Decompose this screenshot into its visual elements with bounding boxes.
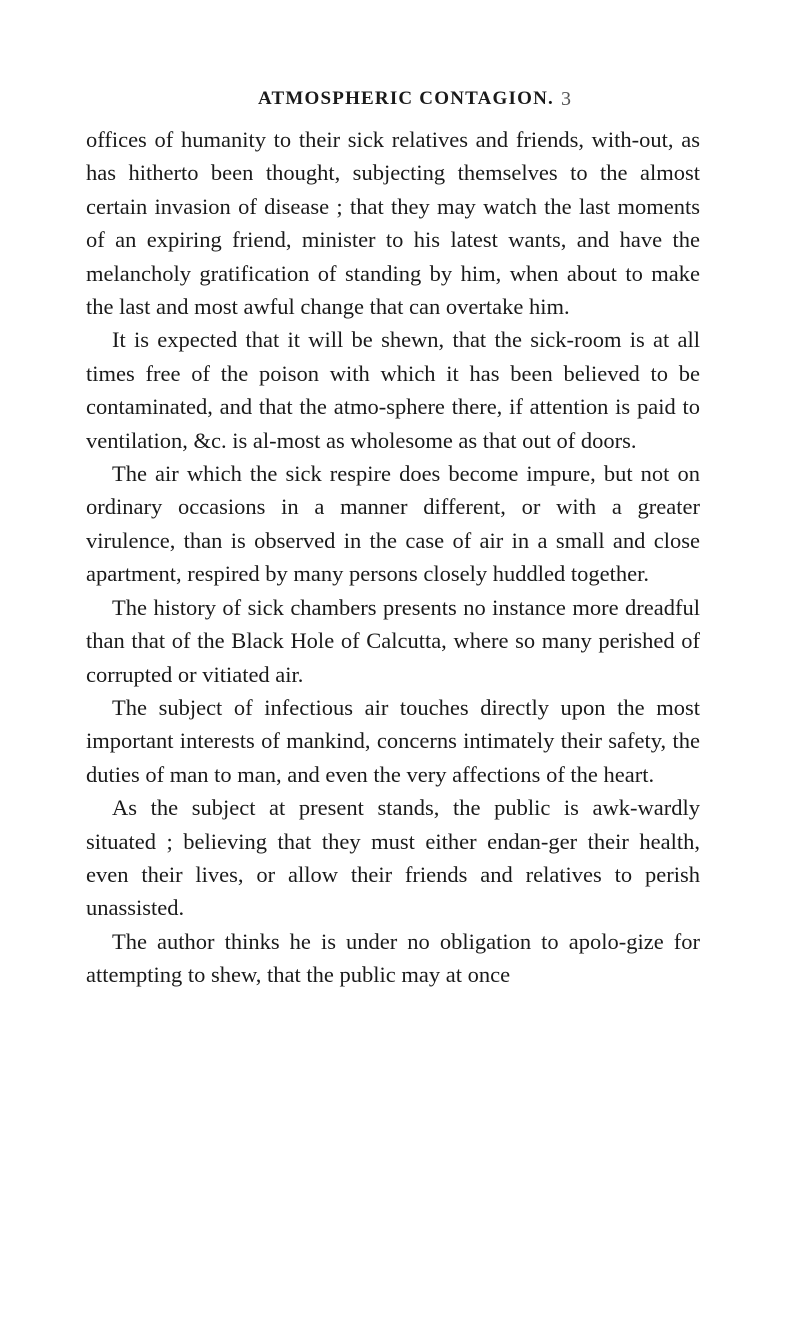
paragraph: It is expected that it will be shewn, that the sick-room is at all times free of the poison with which it has been believed to be contaminated, and that the atmo-sphere there, if attention is paid to ventilation, &c. is al-most as wholesome as that out of doors. [86, 327, 700, 453]
paragraph: The history of sick chambers presents no instance more dreadful than that of the Black Hole of Calcutta, where so many perished of corrupted or vitiated air. [86, 594, 700, 687]
paragraph: As the subject at present stands, the public is awk-wardly situated ; believing that they must either endan-ger their health, even their lives, or allow their friends and relatives to perish unassisted. [86, 795, 700, 921]
paragraph-continued: offices of humanity to their sick relatives and friends, with-out, as has hitherto been thought, subjecting themselves to the almost certain invasion of disease ; that they may watch the last moments of an expiring friend, minister to his latest wants, and have the melancholy gratification of standing by him, when about to make the last and most awful change that can overtake him. [86, 127, 700, 320]
page-number: 3 [561, 88, 571, 110]
paragraph: The author thinks he is under no obligation to apolo-gize for attempting to shew, that the public may at once [86, 928, 700, 988]
running-title: ATMOSPHERIC CONTAGION. [258, 88, 554, 109]
paragraph: The subject of infectious air touches directly upon the most important interests of mankind, concerns intimately their safety, the duties of man to man, and even the very affections of the heart. [86, 694, 700, 787]
paragraph: The air which the sick respire does become impure, but not on ordinary occasions in a manner different, or with a greater virulence, than is observed in the case of air in a small and close apartment, respired by many persons closely huddled together. [86, 461, 700, 587]
running-head [0, 88, 800, 114]
body-text [86, 123, 700, 992]
